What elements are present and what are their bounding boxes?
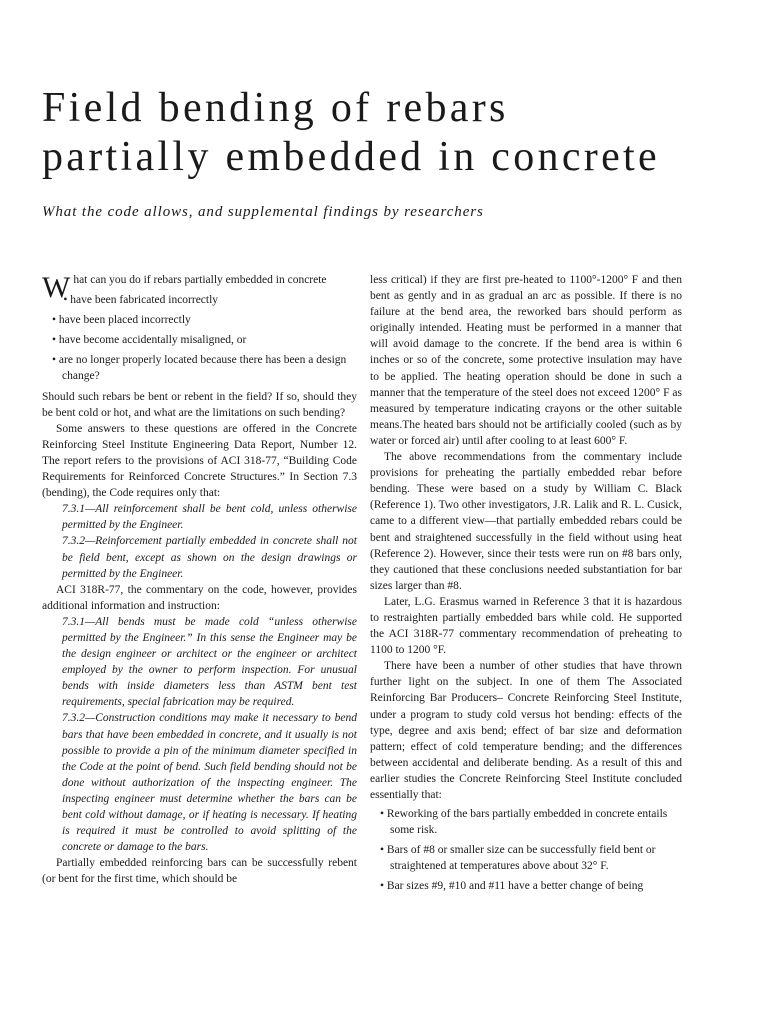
body-paragraph: Should such rebars be bent or rebent in the field? If so, should they be bent cold or hot, and what are the limitations on such bending?: [42, 390, 357, 419]
list-item: • Bar sizes #9, #10 and #11 have a better change of being: [374, 878, 682, 894]
conclusion-list: [370, 806, 682, 894]
list-item: • have been placed incorrectly: [46, 312, 357, 328]
commentary-quote: 7.3.2—Construction conditions may make it necessary to bend bars that have been embedded in concrete, and it usually is not possible to provide a pin of the minimum diameter specified in the Code at the point of bend. Such field bending should not be done without authorization of the inspecting engineer. The inspecting engineer must determine whether the bars can be bent cold without damage, or if heating is necessary. If heating is required it must be controlled to avoid splitting of the concrete or damage to the bars.: [62, 712, 357, 854]
body-paragraph: There have been a number of other studies that have thrown further light on the subject. In one of them The Associated Reinforcing Bar Producers– Concrete Reinforcing Steel Institute, under a program to study cold versus hot bending: effects of the type, degree and axis bend; effect of bar size and deformation pattern; effect of cold temperature bending; and the differences between accidental and deliberate bending. As a result of this and earlier studies the Concrete Reinforcing Steel Institute concluded essentially that:: [370, 660, 682, 801]
problem-list: [42, 292, 357, 384]
title-line-1: Field bending of rebars: [42, 85, 509, 131]
drop-cap: W: [42, 271, 71, 304]
left-column: [42, 272, 357, 887]
body-paragraph: ACI 318R-77, the commentary on the code, however, provides additional information and instruction:: [42, 583, 357, 612]
list-item: • Reworking of the bars partially embedded in concrete entails some risk.: [374, 806, 682, 838]
commentary-quote: 7.3.1—All bends must be made cold “unless otherwise permitted by the Engineer.” In this sense the Engineer may be the design engineer or architect or the engineer or architect employed by the owner to perform inspection. For unusual bends with inside diameters less than ASTM bent test requirements, special fabrication may be required.: [62, 615, 357, 709]
code-quote: 7.3.1—All reinforcement shall be bent cold, unless otherwise permitted by the Engineer.: [62, 503, 357, 532]
body-paragraph: Later, L.G. Erasmus warned in Reference 3 that it is hazardous to restraighten partially embedded bars while cold. He supported the ACI 318R-77 commentary recommendation of preheating to 1100 to 1200 °F.: [370, 595, 682, 657]
body-paragraph: less critical) if they are first pre-heated to 1100°-1200° F and then bent as gently and in as gradual an arc as possible. If there is no failure at the bend area, the reworked bars should perform as originally intended. Heating must be performed in a manner that will avoid damage to the concrete. If the bend area is within 6 inches or so of the concrete, some protective insulation may have to be applied. The heating operation should be done in such a manner that the temperature of the steel does not exceed 1200° F as measured by temperature indicating crayons or the other suitable means.The heated bars should not be artificially cooled (such as by water or forced air) until after cooling to at least 600° F.: [370, 274, 682, 447]
article-subtitle: What the code allows, and supplemental findings by researchers: [42, 204, 484, 220]
title-line-2: partially embedded in concrete: [42, 134, 660, 180]
body-paragraph: The above recommendations from the commentary include provisions for preheating the partially embedded rebar before bending. These were based on a study by William C. Black (Reference 1). Two other investigators, J.R. Lalik and R. L. Cusick, came to a different view—that partially embedded rebars could be bent and straightened successfully in the field without using heat (Reference 2). However, since their tests were run on #8 bars only, they cautioned that these conclusions needed substantiation for bar sizes larger than #8.: [370, 451, 682, 592]
list-item: • Bars of #8 or smaller size can be successfully field bent or straightened at temperatures above about 32° F.: [374, 842, 682, 874]
code-quote: 7.3.2—Reinforcement partially embedded in concrete shall not be field bent, except as shown on the design drawings or permitted by the Engineer.: [62, 535, 357, 580]
list-item: • have been fabricated incorrectly: [46, 292, 357, 308]
right-column: [370, 272, 682, 899]
list-item: • have become accidentally misaligned, or: [46, 332, 357, 348]
list-item: • are no longer properly located because there has been a design change?: [46, 352, 357, 384]
body-paragraph: Some answers to these questions are offered in the Concrete Reinforcing Steel Institute Engineering Data Report, Number 12. The report refers to the provisions of ACI 318-77, “Building Code Requirements for Reinforced Concrete Structures.” In Section 7.3 (bending), the Code requires only that:: [42, 422, 357, 500]
body-paragraph: Partially embedded reinforcing bars can be successfully rebent (or bent for the first time, which should be: [42, 857, 357, 886]
article-title: [42, 84, 742, 182]
intro-text: hat can you do if rebars partially embedded in concrete: [73, 274, 327, 286]
